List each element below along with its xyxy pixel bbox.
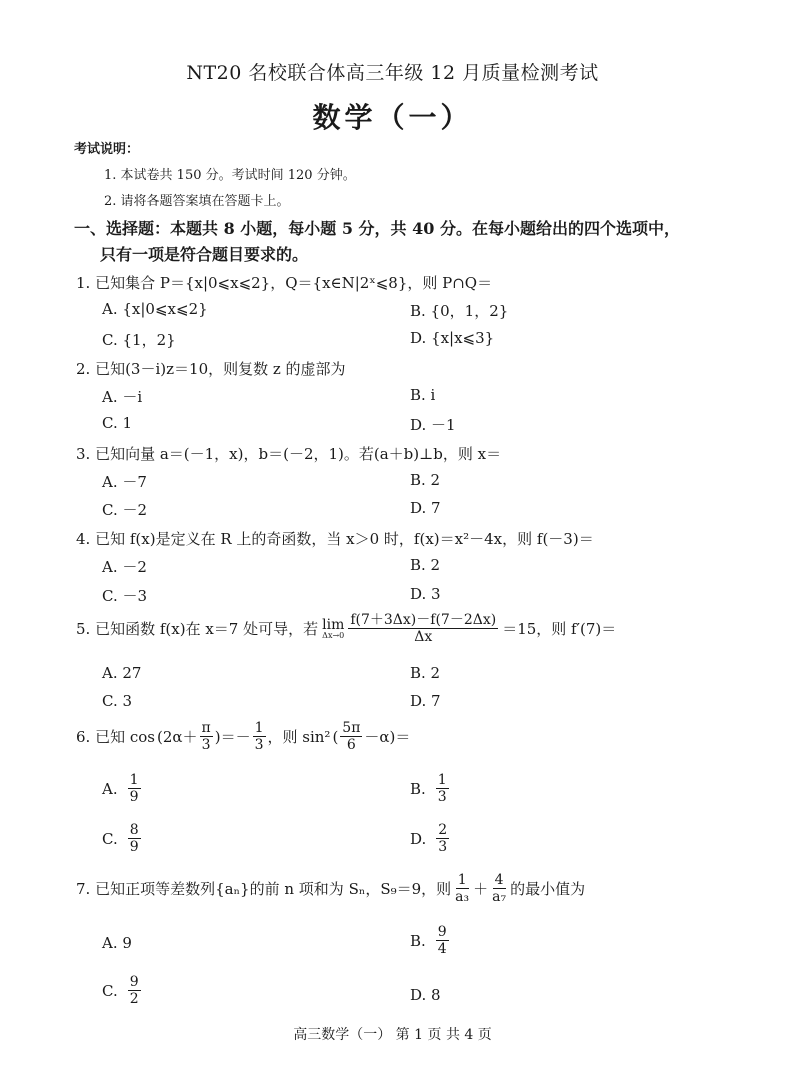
q6-part: ，则 sin² bbox=[267, 728, 331, 747]
q5-stem-pre: 5. 已知函数 f(x)在 x＝7 处可导，若 bbox=[76, 620, 319, 639]
q5-option-b: B. 2 bbox=[410, 664, 441, 682]
fraction-denominator: a₇ bbox=[492, 889, 507, 906]
fraction-numerator: 2 bbox=[438, 822, 448, 838]
q4-option-c: C. －3 bbox=[102, 587, 148, 605]
q6-part: ( bbox=[332, 727, 339, 746]
fraction-denominator: 4 bbox=[437, 941, 447, 958]
q4-option-a: A. －2 bbox=[102, 558, 147, 576]
q6-stem-pre: 6. 已知 cos bbox=[76, 728, 155, 747]
q7-fraction bbox=[490, 872, 508, 905]
fraction-denominator: a₃ bbox=[455, 889, 470, 906]
q7-plus: ＋ bbox=[473, 880, 489, 899]
question-1: 1. 已知集合 P＝{x|0⩽x⩽2}，Q＝{x∈N|2ˣ⩽8}，则 P∩Q＝ bbox=[76, 274, 493, 292]
page-footer: 高三数学（一） 第 1 页 共 4 页 bbox=[293, 1027, 492, 1043]
q7-stem-pre: 7. 已知正项等差数列{aₙ}的前 n 项和为 Sₙ，S₉＝9，则 bbox=[76, 880, 452, 899]
fraction-denominator: 3 bbox=[254, 737, 264, 754]
q6-option-a bbox=[102, 772, 141, 805]
limit-expression bbox=[322, 618, 344, 640]
section-heading-cont: 只有一项是符合题目要求的。 bbox=[100, 245, 309, 264]
q6-part: )＝－ bbox=[214, 728, 251, 747]
fraction-numerator: f(7＋3Δx)－f(7－2Δx) bbox=[350, 612, 497, 628]
option-label: B. bbox=[410, 779, 426, 798]
q5-option-a: A. 27 bbox=[102, 664, 142, 682]
question-7 bbox=[76, 872, 585, 905]
q4-option-d: D. 3 bbox=[410, 585, 441, 603]
q6-part: (2α＋ bbox=[156, 728, 198, 747]
q6-fraction bbox=[253, 720, 266, 753]
q7-option-c bbox=[102, 974, 141, 1007]
option-label: D. bbox=[410, 829, 427, 848]
q4-option-b: B. 2 bbox=[410, 556, 441, 574]
fraction-denominator: 3 bbox=[201, 737, 211, 754]
limit-subscript: Δx→0 bbox=[322, 630, 345, 640]
exam-title: NT20 名校联合体高三年级 12 月质量检测考试 bbox=[186, 62, 599, 84]
option-label: A. bbox=[102, 779, 118, 798]
fraction-denominator: 3 bbox=[438, 839, 448, 856]
fraction-denominator: 9 bbox=[129, 839, 139, 856]
q2-option-a: A. －i bbox=[102, 388, 143, 406]
subject-title: 数学（一） bbox=[312, 101, 473, 134]
q3-option-d: D. 7 bbox=[410, 499, 441, 517]
question-4: 4. 已知 f(x)是定义在 R 上的奇函数，当 x＞0 时，f(x)＝x²－4x，则 f(－3)＝ bbox=[76, 530, 594, 548]
q5-fraction bbox=[348, 612, 498, 645]
fraction-denominator: Δx bbox=[414, 629, 433, 646]
option-fraction bbox=[128, 772, 141, 805]
q6-option-d bbox=[410, 822, 449, 855]
fraction-numerator: 8 bbox=[129, 822, 139, 838]
option-label: B. bbox=[410, 931, 426, 950]
q2-option-c: C. 1 bbox=[102, 414, 133, 432]
instruction-item: 2. 请将各题答案填在答题卡上。 bbox=[104, 194, 290, 209]
question-6 bbox=[76, 720, 410, 753]
q5-option-d: D. 7 bbox=[410, 692, 441, 710]
instructions-heading: 考试说明： bbox=[74, 142, 140, 157]
section-heading: 一、选择题：本题共 8 小题，每小题 5 分，共 40 分。在每小题给出的四个选项中， bbox=[74, 219, 680, 238]
q7-fraction bbox=[453, 872, 471, 905]
q6-option-b bbox=[410, 772, 449, 805]
fraction-numerator: 4 bbox=[494, 872, 504, 888]
q1-option-d: D. {x|x⩽3} bbox=[410, 329, 495, 347]
q6-option-c bbox=[102, 822, 141, 855]
limit-word: lim bbox=[322, 616, 345, 633]
q3-option-a: A. －7 bbox=[102, 473, 147, 491]
fraction-numerator: 5π bbox=[342, 720, 361, 736]
q7-option-b bbox=[410, 924, 449, 957]
option-fraction bbox=[128, 822, 141, 855]
fraction-denominator: 3 bbox=[437, 789, 447, 806]
fraction-denominator: 2 bbox=[129, 991, 139, 1008]
fraction-numerator: 9 bbox=[437, 924, 447, 940]
q7-option-a: A. 9 bbox=[102, 934, 132, 952]
q3-option-c: C. －2 bbox=[102, 501, 148, 519]
q1-option-b: B. {0，1，2} bbox=[410, 302, 509, 320]
q2-option-d: D. －1 bbox=[410, 416, 456, 434]
q7-option-d: D. 8 bbox=[410, 986, 441, 1004]
q5-stem-post: ＝15，则 f′(7)＝ bbox=[502, 620, 617, 639]
q2-option-b: B. i bbox=[410, 386, 436, 404]
q1-option-c: C. {1，2} bbox=[102, 331, 176, 349]
option-label: C. bbox=[102, 981, 118, 1000]
fraction-numerator: π bbox=[201, 720, 211, 736]
fraction-denominator: 6 bbox=[346, 737, 356, 754]
question-5 bbox=[76, 612, 616, 645]
fraction-numerator: 1 bbox=[437, 772, 447, 788]
q6-fraction bbox=[340, 720, 362, 753]
fraction-numerator: 1 bbox=[129, 772, 139, 788]
q6-part: －α)＝ bbox=[364, 728, 411, 747]
instruction-item: 1. 本试卷共 150 分。考试时间 120 分钟。 bbox=[104, 168, 356, 183]
fraction-numerator: 9 bbox=[129, 974, 139, 990]
option-label: C. bbox=[102, 829, 118, 848]
q5-option-c: C. 3 bbox=[102, 692, 133, 710]
option-fraction bbox=[128, 974, 141, 1007]
q7-stem-post: 的最小值为 bbox=[510, 880, 586, 899]
fraction-denominator: 9 bbox=[129, 789, 139, 806]
option-fraction bbox=[436, 924, 449, 957]
fraction-numerator: 1 bbox=[457, 872, 467, 888]
question-3: 3. 已知向量 a＝(－1，x)，b＝(－2，1)。若(a＋b)⊥b，则 x＝ bbox=[76, 445, 502, 463]
fraction-numerator: 1 bbox=[254, 720, 264, 736]
q6-fraction bbox=[200, 720, 213, 753]
option-fraction bbox=[436, 772, 449, 805]
option-fraction bbox=[436, 822, 449, 855]
q1-option-a: A. {x|0⩽x⩽2} bbox=[102, 300, 208, 318]
q3-option-b: B. 2 bbox=[410, 471, 441, 489]
question-2: 2. 已知(3－i)z＝10，则复数 z 的虚部为 bbox=[76, 360, 346, 378]
